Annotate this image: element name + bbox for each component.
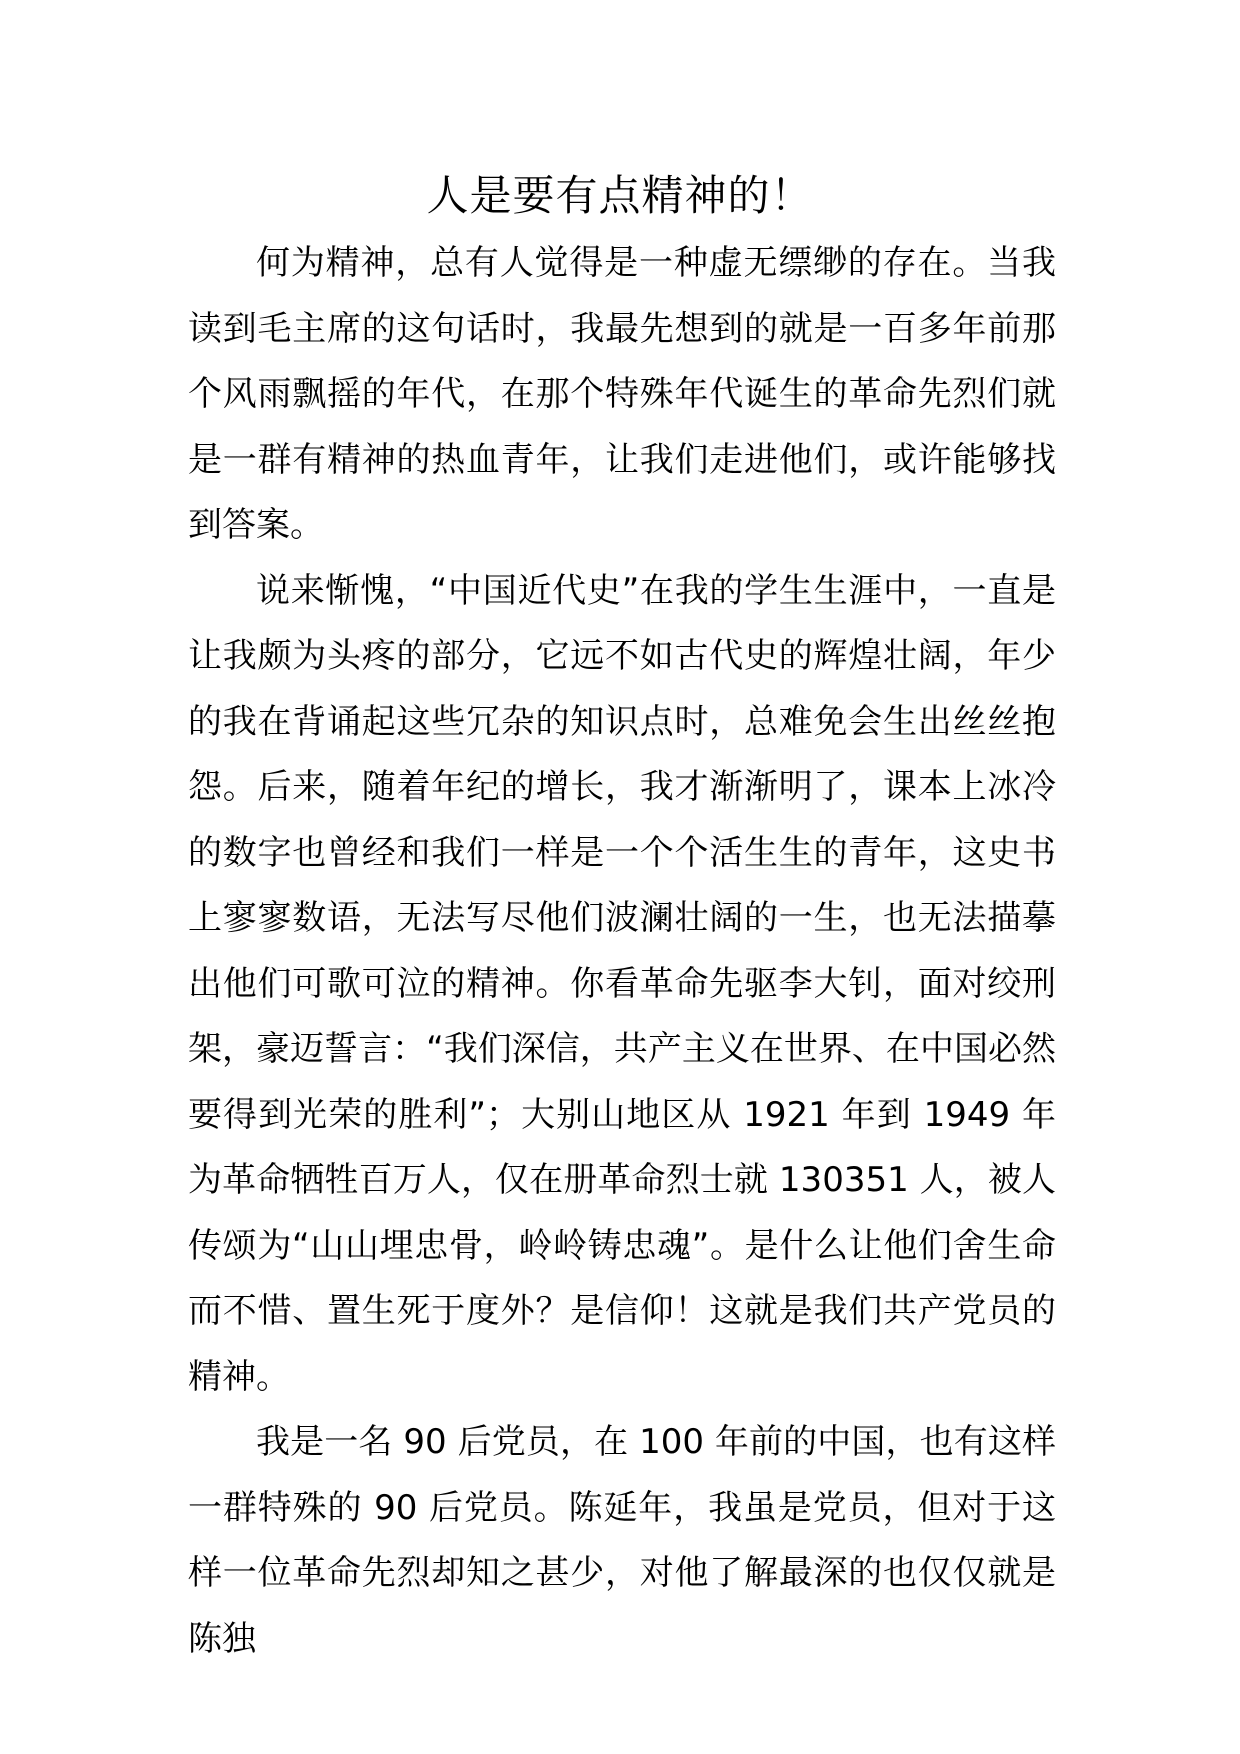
paragraph-2: 说来惭愧，“中国近代史”在我的学生生涯中，一直是让我颇为头疼的部分，它远不如古代史的辉煌壮阔，年少的我在背诵起这些冗杂的知识点时，总难免会生出丝丝抱怨。后来，随着年纪的增长，我才渐渐明了，课本上冰冷的数字也曾经和我们一样是一个个活生生的青年，这史书上寥寥数语，无法写尽他们波澜壮阔的一生，也无法描摹出他们可歌可泣的精神。你看革命先驱李大钊，面对绞刑架，豪迈誓言：“我们深信，共产主义在世界、在中国必然要得到光荣的胜利”；大别山地区从 1921 年到 1949 年为革命牺牲百万人，仅在册革命烈士就 130351 人，被人传颂为“山山埋忠骨，岭岭铸忠魂”。是什么让他们舍生命而不惜、置生死于度外？是信仰！这就是我们共产党员的精神。 xyxy=(188,570,1056,1397)
document-body xyxy=(188,231,1056,1672)
paragraph-1: 何为精神，总有人觉得是一种虚无缥缈的存在。当我读到毛主席的这句话时，我最先想到的就是一百多年前那个风雨飘摇的年代，在那个特殊年代诞生的革命先烈们就是一群有精神的热血青年，让我们走进他们，或许能够找到答案。 xyxy=(188,243,1056,545)
paragraph-3: 我是一名 90 后党员，在 100 年前的中国，也有这样一群特殊的 90 后党员。陈延年，我虽是党员，但对于这样一位革命先烈却知之甚少，对他了解最深的也仅仅就是陈独 xyxy=(188,1422,1056,1659)
document-title: 人是要有点精神的！ xyxy=(426,171,814,220)
